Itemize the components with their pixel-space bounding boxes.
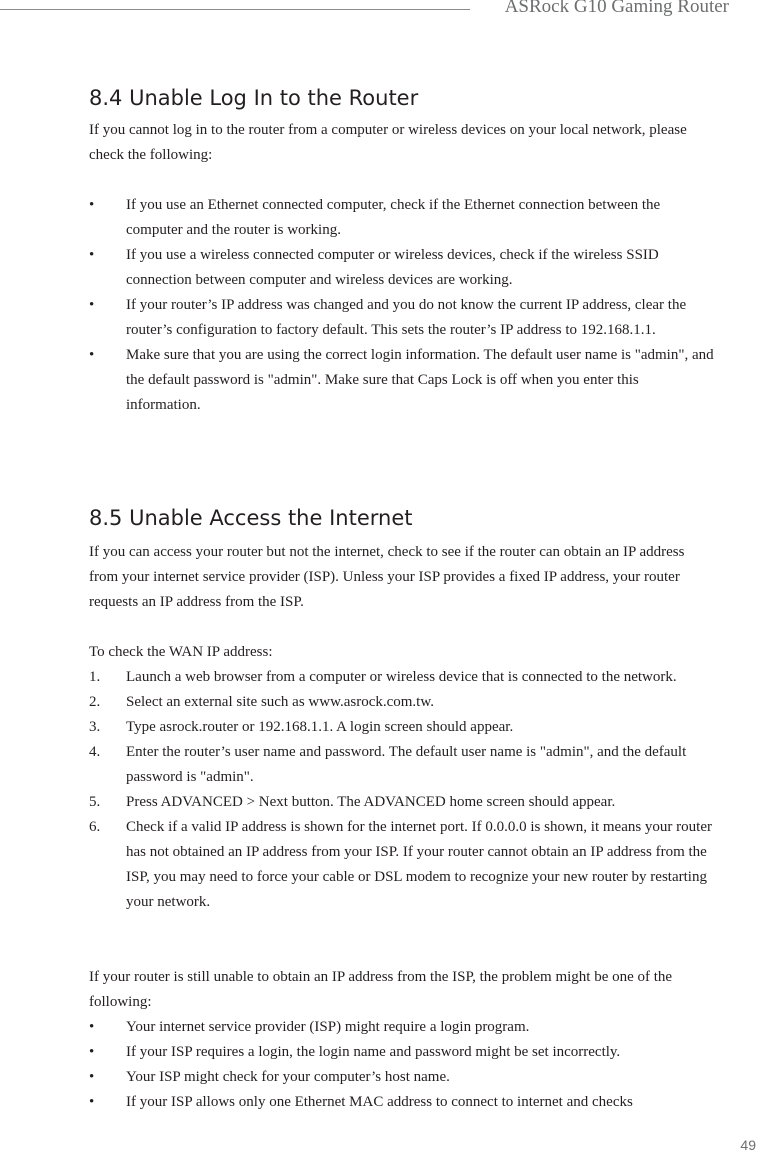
step-item: 5. Press ADVANCED > Next button. The ADVANCED home screen should appear. [89,794,616,810]
step-item: 3. Type asrock.router or 192.168.1.1. A login screen should appear. [89,719,514,735]
section-8-4-intro: If you cannot log in to the router from a computer or wireless devices on your local network, please check the following: [89,122,687,163]
list-item: • If you use a wireless connected computer or wireless devices, check if the wireless SSID connection between computer and wireless devices are working. [89,243,714,293]
section-8-4-intro-wrap [89,118,714,168]
bullet-icon: • [89,247,95,263]
steps-list [89,665,714,915]
bullet-icon: • [89,347,95,363]
steps-title: To check the WAN IP address: [89,644,273,660]
section-8-4-heading: 8.4 Unable Log In to the Router [89,86,419,110]
problems-intro-wrap [89,965,714,1015]
bullet-icon: • [89,197,95,213]
step-item: 2. Select an external site such as www.asrock.com.tw. [89,694,434,710]
section-8-4-bullet-list [89,193,714,418]
steps-title-wrap [89,640,714,665]
bullet-icon: • [89,1044,95,1060]
list-item: • Your ISP might check for your computer’s host name. [89,1065,714,1090]
running-header: ASRock G10 Gaming Router [504,0,729,17]
section-8-5-heading: 8.5 Unable Access the Internet [89,506,413,530]
list-item: • If you use an Ethernet connected computer, check if the Ethernet connection between the computer and the router is working. [89,193,714,243]
page-number: 49 [740,1137,756,1153]
bullet-icon: • [89,297,95,313]
list-item: • If your ISP allows only one Ethernet MAC address to connect to internet and checks [89,1090,714,1115]
section-8-5-intro: If you can access your router but not the internet, check to see if the router can obtain an IP address from your internet service provider (ISP). Unless your ISP provides a fixed IP address, your router requests an IP address from the ISP. [89,544,685,610]
problems-intro: If your router is still unable to obtain an IP address from the ISP, the problem might be one of the following: [89,969,673,1010]
section-8-4-heading-wrap [89,84,714,112]
list-item: • Make sure that you are using the correct login information. The default user name is "admin", and the default password is "admin". Make sure that Caps Lock is off when you enter this information. [89,343,714,418]
bullet-icon: • [89,1019,95,1035]
problems-list [89,1015,714,1115]
list-item: • Your internet service provider (ISP) might require a login program. [89,1015,714,1040]
header-rule [0,9,470,10]
step-item: 6. Check if a valid IP address is shown for the internet port. If 0.0.0.0 is shown, it means your router has not obtained an IP address from your ISP. If your router cannot obtain an IP address from the ISP, you may need to force your cable or DSL modem to recognize your new router by restarting your network. [89,819,712,910]
list-item: • If your router’s IP address was changed and you do not know the current IP address, clear the router’s configuration to factory default. This sets the router’s IP address to 192.168.1.1. [89,293,714,343]
section-8-5-intro-wrap [89,540,714,615]
bullet-icon: • [89,1094,95,1110]
step-item: 1. Launch a web browser from a computer or wireless device that is connected to the network. [89,669,677,685]
list-item: • If your ISP requires a login, the login name and password might be set incorrectly. [89,1040,714,1065]
section-8-5-heading-wrap [89,504,714,532]
step-item: 4. Enter the router’s user name and password. The default user name is "admin", and the default password is "admin". [89,744,687,785]
bullet-icon: • [89,1069,95,1085]
